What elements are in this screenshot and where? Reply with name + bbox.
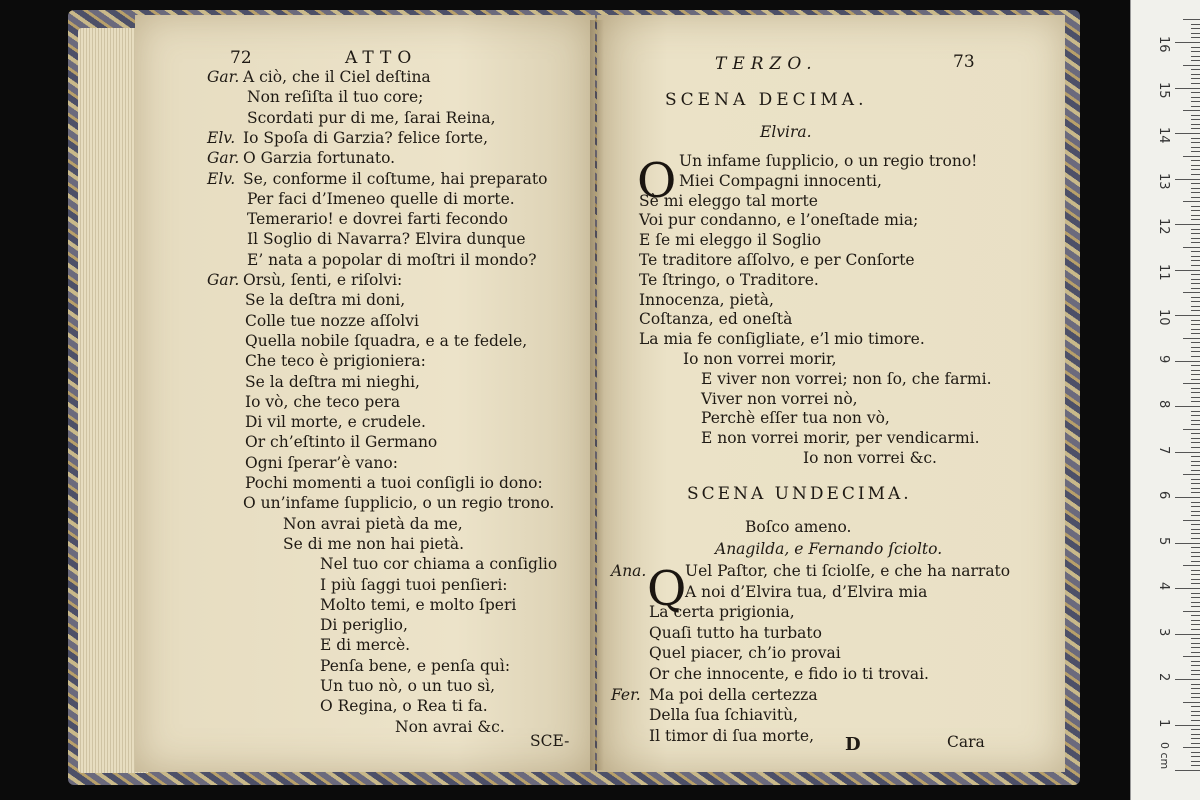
ruler-tick bbox=[1191, 283, 1200, 284]
ruler-tick bbox=[1191, 60, 1200, 61]
verse-line: Se la deſtra mi nieghi, bbox=[245, 372, 420, 391]
speaker-label: Ana. bbox=[611, 562, 647, 580]
verse-line: Te traditore aſſolvo, e per Conſorte bbox=[639, 251, 915, 269]
verse-line: Io vò, che teco pera bbox=[245, 392, 401, 411]
catchword-right: Cara bbox=[947, 733, 985, 751]
ruler-tick bbox=[1191, 333, 1200, 334]
ruler-tick bbox=[1191, 101, 1200, 102]
verse-line: Della ſua ſchiavitù, bbox=[649, 706, 799, 725]
ruler-tick bbox=[1175, 88, 1200, 89]
ruler-tick bbox=[1191, 97, 1200, 98]
ruler-tick bbox=[1191, 329, 1200, 330]
verse-line: Non avrai pietà da me, bbox=[283, 514, 463, 533]
verse-line: Uel Paſtor, che ti ſciolſe, e che ha narrato bbox=[685, 562, 1011, 580]
ruler-tick bbox=[1191, 297, 1200, 298]
ruler-tick bbox=[1191, 47, 1200, 48]
signature-mark: D bbox=[845, 734, 861, 755]
verse-line: Se la deſtra mi doni, bbox=[245, 291, 406, 310]
ruler-tick bbox=[1191, 515, 1200, 516]
ruler-tick bbox=[1183, 110, 1200, 111]
verse-line: Ma poi della certezza bbox=[649, 685, 818, 704]
ruler-tick bbox=[1191, 438, 1200, 439]
ruler-tick bbox=[1191, 229, 1200, 230]
verse-line: Quel piacer, ch’io provai bbox=[649, 644, 841, 663]
ruler-tick bbox=[1191, 593, 1200, 594]
ruler-tick bbox=[1175, 406, 1200, 407]
verse-line: Te ſtringo, o Traditore. bbox=[639, 270, 819, 289]
scene-11-dropcap: Q bbox=[647, 561, 687, 617]
ruler-tick bbox=[1191, 374, 1200, 375]
scene-11-characters: Anagilda, e Fernando ſciolto. bbox=[715, 540, 943, 558]
ruler-tick bbox=[1175, 133, 1200, 134]
scene-10-dropcap: O bbox=[637, 153, 677, 209]
ruler-tick bbox=[1191, 524, 1200, 525]
verse-line: Quaſi tutto ha turbato bbox=[649, 623, 822, 642]
scene-10-title: SCENA DECIMA. bbox=[665, 90, 868, 110]
ruler-tick bbox=[1183, 156, 1200, 157]
ruler-tick bbox=[1191, 529, 1200, 530]
ruler-tick bbox=[1191, 238, 1200, 239]
verse-line: Per faci d’Imeneo quelle di morte. bbox=[247, 189, 515, 208]
right-page bbox=[597, 15, 1065, 772]
ruler-tick bbox=[1191, 706, 1200, 707]
verse-line: E ſe mi eleggo il Soglio bbox=[639, 231, 822, 250]
ruler-tick bbox=[1191, 242, 1200, 243]
ruler-tick bbox=[1191, 629, 1200, 630]
ruler-tick bbox=[1191, 301, 1200, 302]
ruler-number: 14 bbox=[1156, 127, 1171, 144]
ruler-tick bbox=[1175, 361, 1200, 362]
ruler-tick bbox=[1191, 165, 1200, 166]
ruler-tick bbox=[1191, 388, 1200, 389]
verse-line: Di vil morte, e crudele. bbox=[245, 413, 426, 432]
ruler-tick bbox=[1191, 169, 1200, 170]
ruler-tick bbox=[1191, 310, 1200, 311]
ruler-tick bbox=[1191, 561, 1200, 562]
verse-line: Colle tue nozze aſſolvi bbox=[245, 311, 419, 330]
verse-line: E’ nata a popolar di moſtri il mondo? bbox=[247, 250, 537, 269]
ruler-tick bbox=[1183, 19, 1200, 20]
verse-line: Scordati pur di me, ſarai Reina, bbox=[247, 108, 496, 127]
ruler-number: 6 bbox=[1156, 491, 1171, 500]
ruler-tick bbox=[1191, 488, 1200, 489]
verse-line: Di periglio, bbox=[320, 616, 408, 635]
ruler-tick bbox=[1191, 715, 1200, 716]
ruler-tick bbox=[1191, 456, 1200, 457]
ruler-tick bbox=[1191, 288, 1200, 289]
verse-line: Orsù, ſenti, e riſolvi: bbox=[243, 271, 403, 289]
ruler-tick bbox=[1175, 270, 1200, 271]
ruler-tick bbox=[1191, 37, 1200, 38]
ruler-tick bbox=[1191, 552, 1200, 553]
verse-line: Coſtanza, ed oneſtà bbox=[639, 310, 793, 329]
ruler-tick bbox=[1191, 720, 1200, 721]
verse-line: Se, conforme il coſtume, hai preparato bbox=[243, 169, 548, 188]
verse-line: Perchè eſſer tua non vò, bbox=[701, 409, 890, 428]
ruler-tick bbox=[1191, 206, 1200, 207]
verse-line: Io Spoſa di Garzia? felice ſorte, bbox=[243, 128, 489, 147]
ruler-tick bbox=[1175, 179, 1200, 180]
ruler-tick bbox=[1191, 415, 1200, 416]
ruler-tick bbox=[1183, 247, 1200, 248]
ruler-tick bbox=[1191, 729, 1200, 730]
verse-line: O Regina, o Rea ti fa. bbox=[320, 697, 488, 716]
ruler-tick bbox=[1191, 256, 1200, 257]
ruler-tick bbox=[1191, 556, 1200, 557]
ruler-tick bbox=[1191, 620, 1200, 621]
ruler-tick bbox=[1191, 688, 1200, 689]
ruler-tick bbox=[1191, 570, 1200, 571]
ruler-tick bbox=[1191, 420, 1200, 421]
ruler-tick bbox=[1191, 665, 1200, 666]
verse-line: Che teco è prigioniera: bbox=[245, 352, 426, 371]
verse-line: Or che innocente, e fido io ti trovai. bbox=[649, 665, 929, 683]
ruler-tick bbox=[1191, 74, 1200, 75]
verse-line: A ciò, che il Ciel deſtina bbox=[243, 68, 431, 86]
ruler-tick bbox=[1191, 401, 1200, 402]
ruler-tick bbox=[1191, 492, 1200, 493]
ruler-tick bbox=[1183, 338, 1200, 339]
ruler-tick bbox=[1191, 711, 1200, 712]
ruler-tick bbox=[1191, 115, 1200, 116]
ruler-tick bbox=[1191, 379, 1200, 380]
page-number-left: 72 bbox=[230, 48, 252, 68]
ruler-tick bbox=[1191, 142, 1200, 143]
ruler-tick bbox=[1191, 615, 1200, 616]
ruler-tick bbox=[1191, 479, 1200, 480]
ruler-tick bbox=[1175, 315, 1200, 316]
ruler-tick bbox=[1191, 506, 1200, 507]
ruler-tick bbox=[1191, 24, 1200, 25]
ruler-tick bbox=[1191, 51, 1200, 52]
catchword-left: SCE- bbox=[530, 732, 570, 750]
ruler-tick bbox=[1191, 761, 1200, 762]
ruler-tick bbox=[1191, 697, 1200, 698]
ruler-tick bbox=[1191, 447, 1200, 448]
ruler-tick bbox=[1183, 656, 1200, 657]
ruler-tick bbox=[1191, 160, 1200, 161]
verse-line: Innocenza, pietà, bbox=[639, 290, 774, 309]
verse-line: Miei Compagni innocenti, bbox=[679, 171, 882, 190]
verse-line: Sè mi eleggo tal morte bbox=[639, 191, 818, 210]
ruler-tick bbox=[1191, 693, 1200, 694]
ruler-tick bbox=[1191, 265, 1200, 266]
ruler-tick bbox=[1175, 452, 1200, 453]
ruler-tick bbox=[1191, 192, 1200, 193]
ruler-tick bbox=[1191, 365, 1200, 366]
ruler-tick bbox=[1191, 233, 1200, 234]
ruler-tick bbox=[1191, 424, 1200, 425]
verse-line: Io non vorrei morir, bbox=[683, 350, 837, 368]
verse-line: Se di me non hai pietà. bbox=[283, 534, 465, 553]
ruler-tick bbox=[1191, 638, 1200, 639]
ruler-tick bbox=[1191, 106, 1200, 107]
ruler-tick bbox=[1183, 201, 1200, 202]
ruler-tick bbox=[1191, 461, 1200, 462]
ruler-tick bbox=[1183, 383, 1200, 384]
ruler-number: 10 bbox=[1156, 309, 1171, 326]
speaker-label: Elv. bbox=[207, 128, 236, 147]
ruler-tick bbox=[1191, 347, 1200, 348]
ruler-tick bbox=[1183, 520, 1200, 521]
speaker-label: Gar. bbox=[207, 271, 240, 289]
ruler-tick bbox=[1191, 624, 1200, 625]
verse-line: Ogni ſperar’è vano: bbox=[245, 453, 398, 472]
measuring-ruler bbox=[1130, 0, 1200, 800]
ruler-number: 12 bbox=[1156, 218, 1171, 235]
verse-line: E di mercè. bbox=[320, 636, 411, 655]
ruler-tick bbox=[1191, 574, 1200, 575]
ruler-tick bbox=[1191, 92, 1200, 93]
page-number-right: 73 bbox=[953, 52, 975, 72]
ruler-tick bbox=[1191, 756, 1200, 757]
verse-line: Or ch’eſtinto il Germano bbox=[245, 433, 438, 452]
ruler-tick bbox=[1191, 502, 1200, 503]
ruler-tick bbox=[1191, 351, 1200, 352]
ruler-tick bbox=[1191, 151, 1200, 152]
verse-line: Non avrai &c. bbox=[395, 717, 505, 736]
verse-line: Quella nobile ſquadra, e a te fedele, bbox=[245, 331, 528, 350]
ruler-tick bbox=[1191, 356, 1200, 357]
ruler-tick bbox=[1175, 588, 1200, 589]
ruler-tick bbox=[1191, 188, 1200, 189]
ruler-tick bbox=[1191, 183, 1200, 184]
ruler-tick bbox=[1191, 606, 1200, 607]
ruler-number: 1 bbox=[1156, 718, 1171, 727]
ruler-tick bbox=[1183, 65, 1200, 66]
verse-line: Io non vorrei &c. bbox=[803, 449, 937, 467]
verse-line: E viver non vorrei; non ſo, che farmi. bbox=[701, 369, 992, 388]
ruler-tick bbox=[1191, 370, 1200, 371]
left-page bbox=[135, 15, 595, 772]
ruler-tick bbox=[1191, 765, 1200, 766]
verse-line: Molto temi, e molto ſperi bbox=[320, 595, 517, 614]
ruler-tick bbox=[1191, 324, 1200, 325]
ruler-tick bbox=[1175, 224, 1200, 225]
ruler-tick bbox=[1191, 78, 1200, 79]
ruler-tick bbox=[1183, 429, 1200, 430]
verse-line: O Garzia fortunato. bbox=[243, 149, 396, 168]
ruler-tick bbox=[1191, 652, 1200, 653]
ruler-tick bbox=[1191, 602, 1200, 603]
ruler-tick bbox=[1183, 474, 1200, 475]
ruler-tick bbox=[1191, 210, 1200, 211]
ruler-number: 4 bbox=[1156, 582, 1171, 591]
ruler-tick bbox=[1191, 342, 1200, 343]
ruler-tick bbox=[1191, 279, 1200, 280]
running-head-right: TERZO. bbox=[715, 54, 818, 74]
verse-line: Il Soglio di Navarra? Elvira dunque bbox=[247, 230, 526, 249]
verse-line: Viver non vorrei nò, bbox=[701, 389, 858, 408]
ruler-tick bbox=[1191, 684, 1200, 685]
ruler-tick bbox=[1183, 702, 1200, 703]
ruler-number: 2 bbox=[1156, 673, 1171, 682]
verse-line: Non reſiſta il tuo core; bbox=[247, 88, 424, 107]
ruler-tick bbox=[1191, 511, 1200, 512]
ruler-tick bbox=[1191, 547, 1200, 548]
ruler-tick bbox=[1191, 538, 1200, 539]
ruler-tick bbox=[1191, 33, 1200, 34]
ruler-tick bbox=[1191, 597, 1200, 598]
verse-line: Pochi momenti a tuoi conſigli io dono: bbox=[245, 474, 543, 492]
ruler-tick bbox=[1191, 738, 1200, 739]
ruler-tick bbox=[1191, 83, 1200, 84]
ruler-tick bbox=[1191, 197, 1200, 198]
verse-line: Temerario! e dovrei farti fecondo bbox=[247, 210, 508, 229]
verse-line: Un infame ſupplicio, o un regio trono! bbox=[679, 152, 978, 170]
ruler-number: 3 bbox=[1156, 627, 1171, 636]
ruler-tick bbox=[1191, 670, 1200, 671]
ruler-tick bbox=[1191, 138, 1200, 139]
ruler-tick bbox=[1191, 661, 1200, 662]
ruler-tick bbox=[1175, 679, 1200, 680]
scene-11-setting: Boſco ameno. bbox=[745, 518, 852, 536]
ruler-tick bbox=[1191, 320, 1200, 321]
verse-line: O un’infame ſupplicio, o un regio trono. bbox=[243, 494, 555, 513]
ruler-tick bbox=[1191, 119, 1200, 120]
ruler-tick bbox=[1191, 219, 1200, 220]
ruler-tick bbox=[1191, 411, 1200, 412]
ruler-tick bbox=[1191, 470, 1200, 471]
ruler-tick bbox=[1191, 215, 1200, 216]
book-gutter bbox=[590, 20, 604, 770]
verse-line: La certa prigionia, bbox=[649, 603, 795, 622]
ruler-tick bbox=[1175, 770, 1200, 771]
ruler-tick bbox=[1191, 752, 1200, 753]
ruler-tick bbox=[1191, 274, 1200, 275]
ruler-number: 5 bbox=[1156, 536, 1171, 545]
ruler-tick bbox=[1191, 147, 1200, 148]
speaker-label: Elv. bbox=[207, 169, 236, 188]
ruler-tick bbox=[1191, 251, 1200, 252]
ruler-tick bbox=[1191, 442, 1200, 443]
ruler-tick bbox=[1191, 397, 1200, 398]
ruler-tick bbox=[1191, 743, 1200, 744]
ruler-tick bbox=[1183, 611, 1200, 612]
ruler-tick bbox=[1191, 533, 1200, 534]
ruler-tick bbox=[1191, 734, 1200, 735]
ruler-number: 7 bbox=[1156, 445, 1171, 454]
scene-10-character: Elvira. bbox=[760, 123, 812, 141]
verse-line: La mia fe conſigliate, e’l mio timore. bbox=[639, 330, 925, 349]
ruler-tick bbox=[1191, 579, 1200, 580]
ruler-tick bbox=[1191, 128, 1200, 129]
ruler-tick bbox=[1191, 483, 1200, 484]
ruler-tick bbox=[1191, 392, 1200, 393]
ruler-tick bbox=[1191, 260, 1200, 261]
ruler-tick bbox=[1191, 674, 1200, 675]
ruler-tick bbox=[1175, 725, 1200, 726]
verse-line: Nel tuo cor chiama a conſiglio bbox=[320, 555, 558, 574]
ruler-tick bbox=[1191, 306, 1200, 307]
ruler-tick bbox=[1191, 69, 1200, 70]
verse-line: Un tuo nò, o un tuo sì, bbox=[320, 677, 496, 695]
ruler-number: 13 bbox=[1156, 172, 1171, 190]
ruler-number: 11 bbox=[1156, 263, 1171, 281]
ruler-tick bbox=[1191, 56, 1200, 57]
speaker-label: Fer. bbox=[611, 685, 641, 704]
ruler-tick bbox=[1191, 583, 1200, 584]
verse-line: Penſa bene, e penſa quì: bbox=[320, 656, 511, 675]
ruler-number: 15 bbox=[1156, 81, 1171, 99]
ruler-tick bbox=[1191, 124, 1200, 125]
ruler-tick bbox=[1175, 543, 1200, 544]
ruler-tick bbox=[1183, 747, 1200, 748]
verse-line: A noi d’Elvira tua, d’Elvira mia bbox=[685, 582, 928, 601]
ruler-tick bbox=[1191, 465, 1200, 466]
ruler-tick bbox=[1183, 292, 1200, 293]
ruler-tick bbox=[1175, 42, 1200, 43]
ruler-tick bbox=[1175, 497, 1200, 498]
verse-line: E non vorrei morir, per vendicarmi. bbox=[701, 429, 980, 448]
ruler-tick bbox=[1191, 28, 1200, 29]
ruler-tick bbox=[1191, 643, 1200, 644]
scene-11-title: SCENA UNDECIMA. bbox=[687, 484, 912, 504]
ruler-number: 16 bbox=[1156, 36, 1171, 53]
ruler-tick bbox=[1183, 565, 1200, 566]
speaker-label: Gar. bbox=[207, 149, 240, 168]
ruler-tick bbox=[1175, 634, 1200, 635]
ruler-tick bbox=[1191, 174, 1200, 175]
ruler-unit-label: 0 cm bbox=[1158, 742, 1171, 770]
verse-line: Il timor di ſua morte, bbox=[649, 726, 815, 745]
ruler-tick bbox=[1191, 433, 1200, 434]
ruler-number: 8 bbox=[1156, 400, 1171, 409]
verse-line: I più ſaggi tuoi penſieri: bbox=[320, 575, 508, 594]
verse-line: Voi pur condanno, e l’oneſtade mia; bbox=[639, 211, 919, 230]
speaker-label: Gar. bbox=[207, 68, 240, 86]
ruler-tick bbox=[1191, 647, 1200, 648]
ruler-number: 9 bbox=[1156, 354, 1171, 363]
running-head-left: ATTO bbox=[345, 48, 418, 68]
